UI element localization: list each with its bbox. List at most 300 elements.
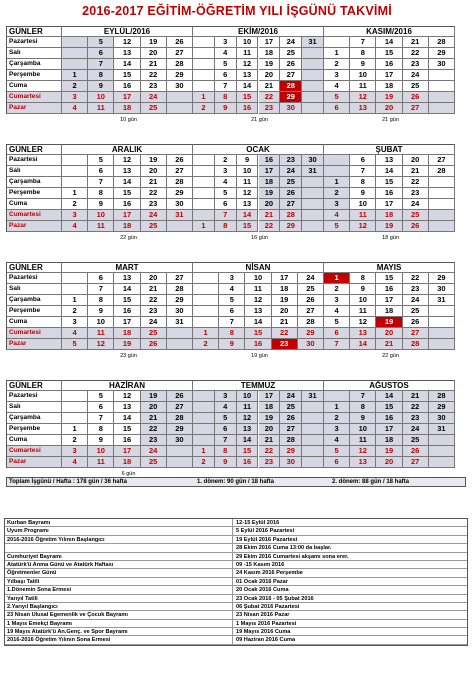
date-cell: 25 <box>298 284 324 295</box>
date-cell: 15 <box>237 221 259 232</box>
date-cell <box>324 155 350 166</box>
date-cell <box>429 446 455 457</box>
date-cell <box>193 81 215 92</box>
date-cell: 27 <box>167 48 193 59</box>
date-cell: 7 <box>88 413 114 424</box>
event-date: 28 Ekim 2016 Cuma 13:00 da başlar. <box>232 544 468 552</box>
date-cell: 12 <box>350 92 376 103</box>
date-cell: 3 <box>62 92 88 103</box>
date-cell: 1 <box>193 446 215 457</box>
date-cell: 26 <box>403 446 429 457</box>
calendar-row <box>6 306 466 317</box>
day-name: Pazar <box>6 457 62 468</box>
date-cell: 26 <box>298 295 324 306</box>
day-name: Perşembe <box>6 188 62 199</box>
date-cell: 29 <box>167 70 193 81</box>
date-cell: 25 <box>141 103 167 114</box>
date-cell: 3 <box>324 295 350 306</box>
date-cell: 30 <box>167 199 193 210</box>
date-cell: 5 <box>219 295 245 306</box>
date-cell: 16 <box>114 81 140 92</box>
event-row <box>5 636 467 644</box>
date-cell: 16 <box>376 188 402 199</box>
date-cell: 16 <box>237 103 259 114</box>
date-cell: 22 <box>141 295 167 306</box>
date-cell: 13 <box>237 199 259 210</box>
calendar-row <box>6 446 466 457</box>
event-row <box>5 553 467 561</box>
date-cell: 14 <box>114 59 140 70</box>
date-cell: 6 <box>88 48 114 59</box>
date-cell <box>193 59 215 70</box>
month-header: KASIM/2016 <box>324 26 455 37</box>
date-cell: 9 <box>88 435 114 446</box>
date-cell: 30 <box>167 435 193 446</box>
date-cell: 25 <box>403 210 429 221</box>
date-cell: 21 <box>141 59 167 70</box>
date-cell: 10 <box>88 446 114 457</box>
calendar-row <box>6 155 466 166</box>
date-cell: 11 <box>88 103 114 114</box>
date-cell: 26 <box>280 59 302 70</box>
date-cell <box>302 457 324 468</box>
day-name: Salı <box>6 48 62 59</box>
date-cell: 2 <box>62 81 88 92</box>
date-cell: 8 <box>350 402 376 413</box>
date-cell: 15 <box>114 295 140 306</box>
date-cell: 15 <box>114 70 140 81</box>
date-cell: 6 <box>88 273 114 284</box>
date-cell <box>302 103 324 114</box>
date-cell <box>193 199 215 210</box>
event-name: 2.Yarıyıl Başlangıcı <box>7 603 58 610</box>
date-cell: 19 <box>272 295 298 306</box>
date-cell: 4 <box>324 210 350 221</box>
date-cell: 3 <box>62 317 88 328</box>
date-cell <box>167 221 193 232</box>
day-name: Çarşamba <box>6 177 62 188</box>
date-cell <box>167 339 193 350</box>
date-cell: 9 <box>350 59 376 70</box>
date-cell: 27 <box>167 402 193 413</box>
event-date: 29 Ekim 2016 Cumartesi akşamı sona erer. <box>232 553 468 561</box>
date-cell <box>429 328 455 339</box>
day-name: Pazartesi <box>6 391 62 402</box>
date-cell: 2 <box>324 188 350 199</box>
date-cell: 5 <box>324 221 350 232</box>
date-cell: 7 <box>88 59 114 70</box>
month-header: OCAK <box>193 144 324 155</box>
date-cell: 19 <box>141 391 167 402</box>
date-cell: 17 <box>114 92 140 103</box>
calendar-row <box>6 457 466 468</box>
date-cell: 22 <box>259 221 281 232</box>
month-header: MART <box>62 262 193 273</box>
date-cell: 8 <box>88 188 114 199</box>
date-cell: 14 <box>350 339 376 350</box>
date-cell <box>429 221 455 232</box>
date-cell: 27 <box>280 70 302 81</box>
date-cell: 9 <box>88 306 114 317</box>
event-date: 23 Nisan 2016 Pazar <box>232 611 468 619</box>
calendar-row <box>6 295 466 306</box>
date-cell: 13 <box>237 70 259 81</box>
date-cell <box>193 155 215 166</box>
date-cell: 11 <box>350 81 376 92</box>
event-date: 01 Ocak 2016 Pazar <box>232 578 468 586</box>
event-name: 1 Mayıs Emekçi Bayramı <box>7 620 72 627</box>
event-date: 19 Mayıs 2016 Cuma <box>232 628 468 636</box>
date-cell: 30 <box>167 306 193 317</box>
date-cell <box>193 402 215 413</box>
date-cell: 7 <box>215 435 237 446</box>
date-cell: 1 <box>324 402 350 413</box>
event-name: 19 Mayıs Atatürk'ü An.Genç. ve Spor Bayramı <box>7 629 128 636</box>
date-cell: 3 <box>219 273 245 284</box>
events-table <box>4 518 468 646</box>
calendar-row <box>6 284 466 295</box>
date-cell: 4 <box>62 328 88 339</box>
date-cell: 17 <box>259 166 281 177</box>
date-cell: 14 <box>237 210 259 221</box>
date-cell: 4 <box>219 284 245 295</box>
date-cell: 25 <box>141 457 167 468</box>
date-cell: 25 <box>403 81 429 92</box>
calendar-row <box>6 177 466 188</box>
date-cell <box>167 457 193 468</box>
date-cell: 7 <box>88 177 114 188</box>
date-cell: 24 <box>141 317 167 328</box>
date-cell: 19 <box>114 339 140 350</box>
month-workday-count: 22 gün <box>382 353 399 359</box>
date-cell <box>302 70 324 81</box>
date-cell <box>62 59 88 70</box>
date-cell: 1 <box>193 328 219 339</box>
date-cell: 2 <box>62 435 88 446</box>
date-cell: 27 <box>403 328 429 339</box>
date-cell: 30 <box>298 339 324 350</box>
date-cell: 15 <box>376 273 402 284</box>
date-cell: 23 <box>141 81 167 92</box>
date-cell: 23 <box>259 103 281 114</box>
day-name: Pazar <box>6 221 62 232</box>
date-cell <box>324 391 350 402</box>
date-cell <box>302 92 324 103</box>
calendar-row <box>6 339 466 350</box>
month-header: AĞUSTOS <box>324 380 455 391</box>
date-cell: 18 <box>376 435 402 446</box>
date-cell: 31 <box>167 210 193 221</box>
date-cell: 14 <box>237 435 259 446</box>
date-cell <box>193 295 219 306</box>
date-cell: 11 <box>245 284 271 295</box>
date-cell: 10 <box>88 317 114 328</box>
event-row <box>5 578 467 586</box>
calendar-row <box>6 59 466 70</box>
date-cell: 12 <box>350 446 376 457</box>
date-cell <box>193 273 219 284</box>
day-name: Pazar <box>6 339 62 350</box>
date-cell: 21 <box>259 435 281 446</box>
date-cell: 28 <box>280 81 302 92</box>
event-row <box>5 561 467 569</box>
date-cell <box>193 424 215 435</box>
date-cell: 12 <box>237 413 259 424</box>
date-cell: 28 <box>298 317 324 328</box>
event-row <box>5 620 467 628</box>
date-cell: 6 <box>350 155 376 166</box>
date-cell: 17 <box>114 446 140 457</box>
date-cell: 24 <box>141 446 167 457</box>
date-cell: 7 <box>350 166 376 177</box>
date-cell: 13 <box>350 457 376 468</box>
date-cell: 2 <box>193 339 219 350</box>
date-cell: 4 <box>62 221 88 232</box>
date-cell: 29 <box>167 295 193 306</box>
date-cell: 21 <box>141 284 167 295</box>
calendar-row <box>6 435 466 446</box>
event-name: Öğretmenler Günü <box>7 570 57 577</box>
date-cell: 17 <box>376 424 402 435</box>
date-cell: 28 <box>429 37 455 48</box>
date-cell: 18 <box>114 328 140 339</box>
date-cell: 4 <box>215 402 237 413</box>
date-cell: 25 <box>280 48 302 59</box>
date-cell <box>167 328 193 339</box>
date-cell: 29 <box>167 188 193 199</box>
date-cell: 18 <box>376 81 402 92</box>
date-cell: 28 <box>429 166 455 177</box>
date-cell: 1 <box>62 70 88 81</box>
date-cell: 30 <box>280 103 302 114</box>
date-cell: 18 <box>259 177 281 188</box>
date-cell: 23 <box>141 199 167 210</box>
event-name: Cumhuriyet Bayramı <box>7 553 62 560</box>
calendar-row <box>6 402 466 413</box>
date-cell: 19 <box>141 155 167 166</box>
date-cell: 16 <box>245 339 271 350</box>
date-cell: 20 <box>141 402 167 413</box>
month-workday-count: 23 gün <box>120 353 137 359</box>
date-cell <box>62 166 88 177</box>
date-cell <box>429 435 455 446</box>
date-cell: 26 <box>403 317 429 328</box>
date-cell: 3 <box>215 37 237 48</box>
date-cell: 11 <box>237 177 259 188</box>
date-cell: 14 <box>237 81 259 92</box>
date-cell <box>193 391 215 402</box>
date-cell: 24 <box>403 199 429 210</box>
date-cell: 8 <box>219 328 245 339</box>
date-cell: 15 <box>237 92 259 103</box>
calendar-header-row <box>6 262 466 273</box>
date-cell: 2 <box>193 103 215 114</box>
date-cell: 9 <box>219 339 245 350</box>
date-cell: 6 <box>324 328 350 339</box>
date-cell: 10 <box>350 199 376 210</box>
date-cell: 23 <box>280 155 302 166</box>
date-cell: 20 <box>259 199 281 210</box>
date-cell: 3 <box>324 70 350 81</box>
date-cell: 20 <box>403 155 429 166</box>
date-cell: 22 <box>403 402 429 413</box>
date-cell: 13 <box>114 166 140 177</box>
event-date: 1 Mayıs 2016 Pazartesi <box>232 620 468 628</box>
date-cell <box>302 210 324 221</box>
days-header: GÜNLER <box>6 380 62 391</box>
event-name: Uyum Programı <box>7 528 49 535</box>
date-cell <box>324 37 350 48</box>
date-cell: 23 <box>141 306 167 317</box>
date-cell <box>62 402 88 413</box>
calendar-row <box>6 391 466 402</box>
date-cell: 20 <box>141 48 167 59</box>
date-cell <box>429 177 455 188</box>
date-cell: 20 <box>272 306 298 317</box>
date-cell <box>62 155 88 166</box>
day-name: Cumartesi <box>6 328 62 339</box>
month-header: EKİM/2016 <box>193 26 324 37</box>
date-cell: 4 <box>215 177 237 188</box>
date-cell: 18 <box>114 103 140 114</box>
calendar-row <box>6 188 466 199</box>
date-cell: 15 <box>376 177 402 188</box>
event-date: 09 -15 Kasım 2016 <box>232 561 468 569</box>
event-row <box>5 586 467 594</box>
date-cell <box>193 70 215 81</box>
date-cell: 22 <box>403 177 429 188</box>
date-cell: 8 <box>350 177 376 188</box>
date-cell: 1 <box>324 273 350 284</box>
event-date: 5 Eylül 2016 Pazartesi <box>232 527 468 535</box>
date-cell: 22 <box>403 48 429 59</box>
date-cell: 22 <box>272 328 298 339</box>
date-cell: 5 <box>215 413 237 424</box>
date-cell: 25 <box>403 435 429 446</box>
event-date: 20 Ocak 2016 Cuma <box>232 586 468 594</box>
event-name: 1.Dönemin Sona Ermesi <box>7 587 72 594</box>
date-cell <box>193 166 215 177</box>
date-cell: 3 <box>62 446 88 457</box>
date-cell: 23 <box>403 188 429 199</box>
date-cell: 27 <box>167 273 193 284</box>
date-cell: 12 <box>237 188 259 199</box>
day-name: Salı <box>6 166 62 177</box>
days-header: GÜNLER <box>6 262 62 273</box>
date-cell: 15 <box>114 188 140 199</box>
date-cell <box>429 70 455 81</box>
date-cell: 28 <box>167 59 193 70</box>
date-cell: 30 <box>280 457 302 468</box>
date-cell: 8 <box>215 446 237 457</box>
date-cell: 27 <box>298 306 324 317</box>
date-cell: 9 <box>237 155 259 166</box>
event-name: 2016-2016 Öğretim Yılının Başlangıcı <box>7 536 105 543</box>
date-cell: 21 <box>403 391 429 402</box>
date-cell: 11 <box>237 48 259 59</box>
calendar-row <box>6 70 466 81</box>
date-cell: 24 <box>403 424 429 435</box>
date-cell: 1 <box>193 221 215 232</box>
event-date: 12-15 Eylül 2016 <box>232 519 468 527</box>
date-cell: 5 <box>215 188 237 199</box>
date-cell: 14 <box>376 166 402 177</box>
date-cell: 12 <box>237 59 259 70</box>
calendar-row <box>6 221 466 232</box>
date-cell: 18 <box>259 402 281 413</box>
date-cell: 19 <box>141 37 167 48</box>
date-cell: 6 <box>215 70 237 81</box>
date-cell: 4 <box>324 81 350 92</box>
date-cell: 11 <box>88 328 114 339</box>
event-row <box>5 611 467 619</box>
date-cell: 14 <box>376 391 402 402</box>
event-name: Yılbaşı Tatili <box>7 578 40 585</box>
calendar-row <box>6 166 466 177</box>
date-cell: 13 <box>114 273 140 284</box>
date-cell: 20 <box>376 457 402 468</box>
month-header: EYLÜL/2016 <box>62 26 193 37</box>
date-cell: 15 <box>245 328 271 339</box>
day-name: Cumartesi <box>6 92 62 103</box>
days-header: GÜNLER <box>6 26 62 37</box>
date-cell: 13 <box>114 402 140 413</box>
date-cell: 11 <box>350 435 376 446</box>
date-cell: 4 <box>324 306 350 317</box>
date-cell <box>429 210 455 221</box>
date-cell: 5 <box>62 339 88 350</box>
date-cell <box>429 317 455 328</box>
date-cell: 9 <box>350 188 376 199</box>
date-cell: 10 <box>237 391 259 402</box>
days-header: GÜNLER <box>6 144 62 155</box>
month-workday-count: 22 gün <box>120 235 137 241</box>
date-cell <box>302 413 324 424</box>
date-cell: 13 <box>245 306 271 317</box>
date-cell: 5 <box>88 37 114 48</box>
day-name: Çarşamba <box>6 59 62 70</box>
event-row <box>5 519 467 527</box>
date-cell: 17 <box>259 391 281 402</box>
date-cell: 22 <box>259 446 281 457</box>
date-cell: 16 <box>114 435 140 446</box>
date-cell <box>193 435 215 446</box>
date-cell: 1 <box>62 295 88 306</box>
event-name: 2016-2016 Öğretim Yılının Sona Ermesi <box>7 637 111 644</box>
date-cell: 13 <box>114 48 140 59</box>
calendar-header-row <box>6 144 466 155</box>
date-cell: 7 <box>219 317 245 328</box>
date-cell: 27 <box>167 166 193 177</box>
date-cell: 8 <box>215 92 237 103</box>
date-cell <box>429 339 455 350</box>
date-cell <box>302 199 324 210</box>
date-cell: 21 <box>403 37 429 48</box>
date-cell: 28 <box>280 435 302 446</box>
date-cell: 10 <box>350 70 376 81</box>
date-cell: 17 <box>376 295 402 306</box>
date-cell: 27 <box>280 424 302 435</box>
date-cell <box>167 446 193 457</box>
date-cell: 26 <box>280 188 302 199</box>
date-cell: 9 <box>88 81 114 92</box>
date-cell <box>193 413 215 424</box>
date-cell: 12 <box>114 37 140 48</box>
day-name: Salı <box>6 284 62 295</box>
date-cell: 10 <box>245 273 271 284</box>
date-cell: 23 <box>259 457 281 468</box>
month-workday-count: 21 gün <box>251 117 268 123</box>
